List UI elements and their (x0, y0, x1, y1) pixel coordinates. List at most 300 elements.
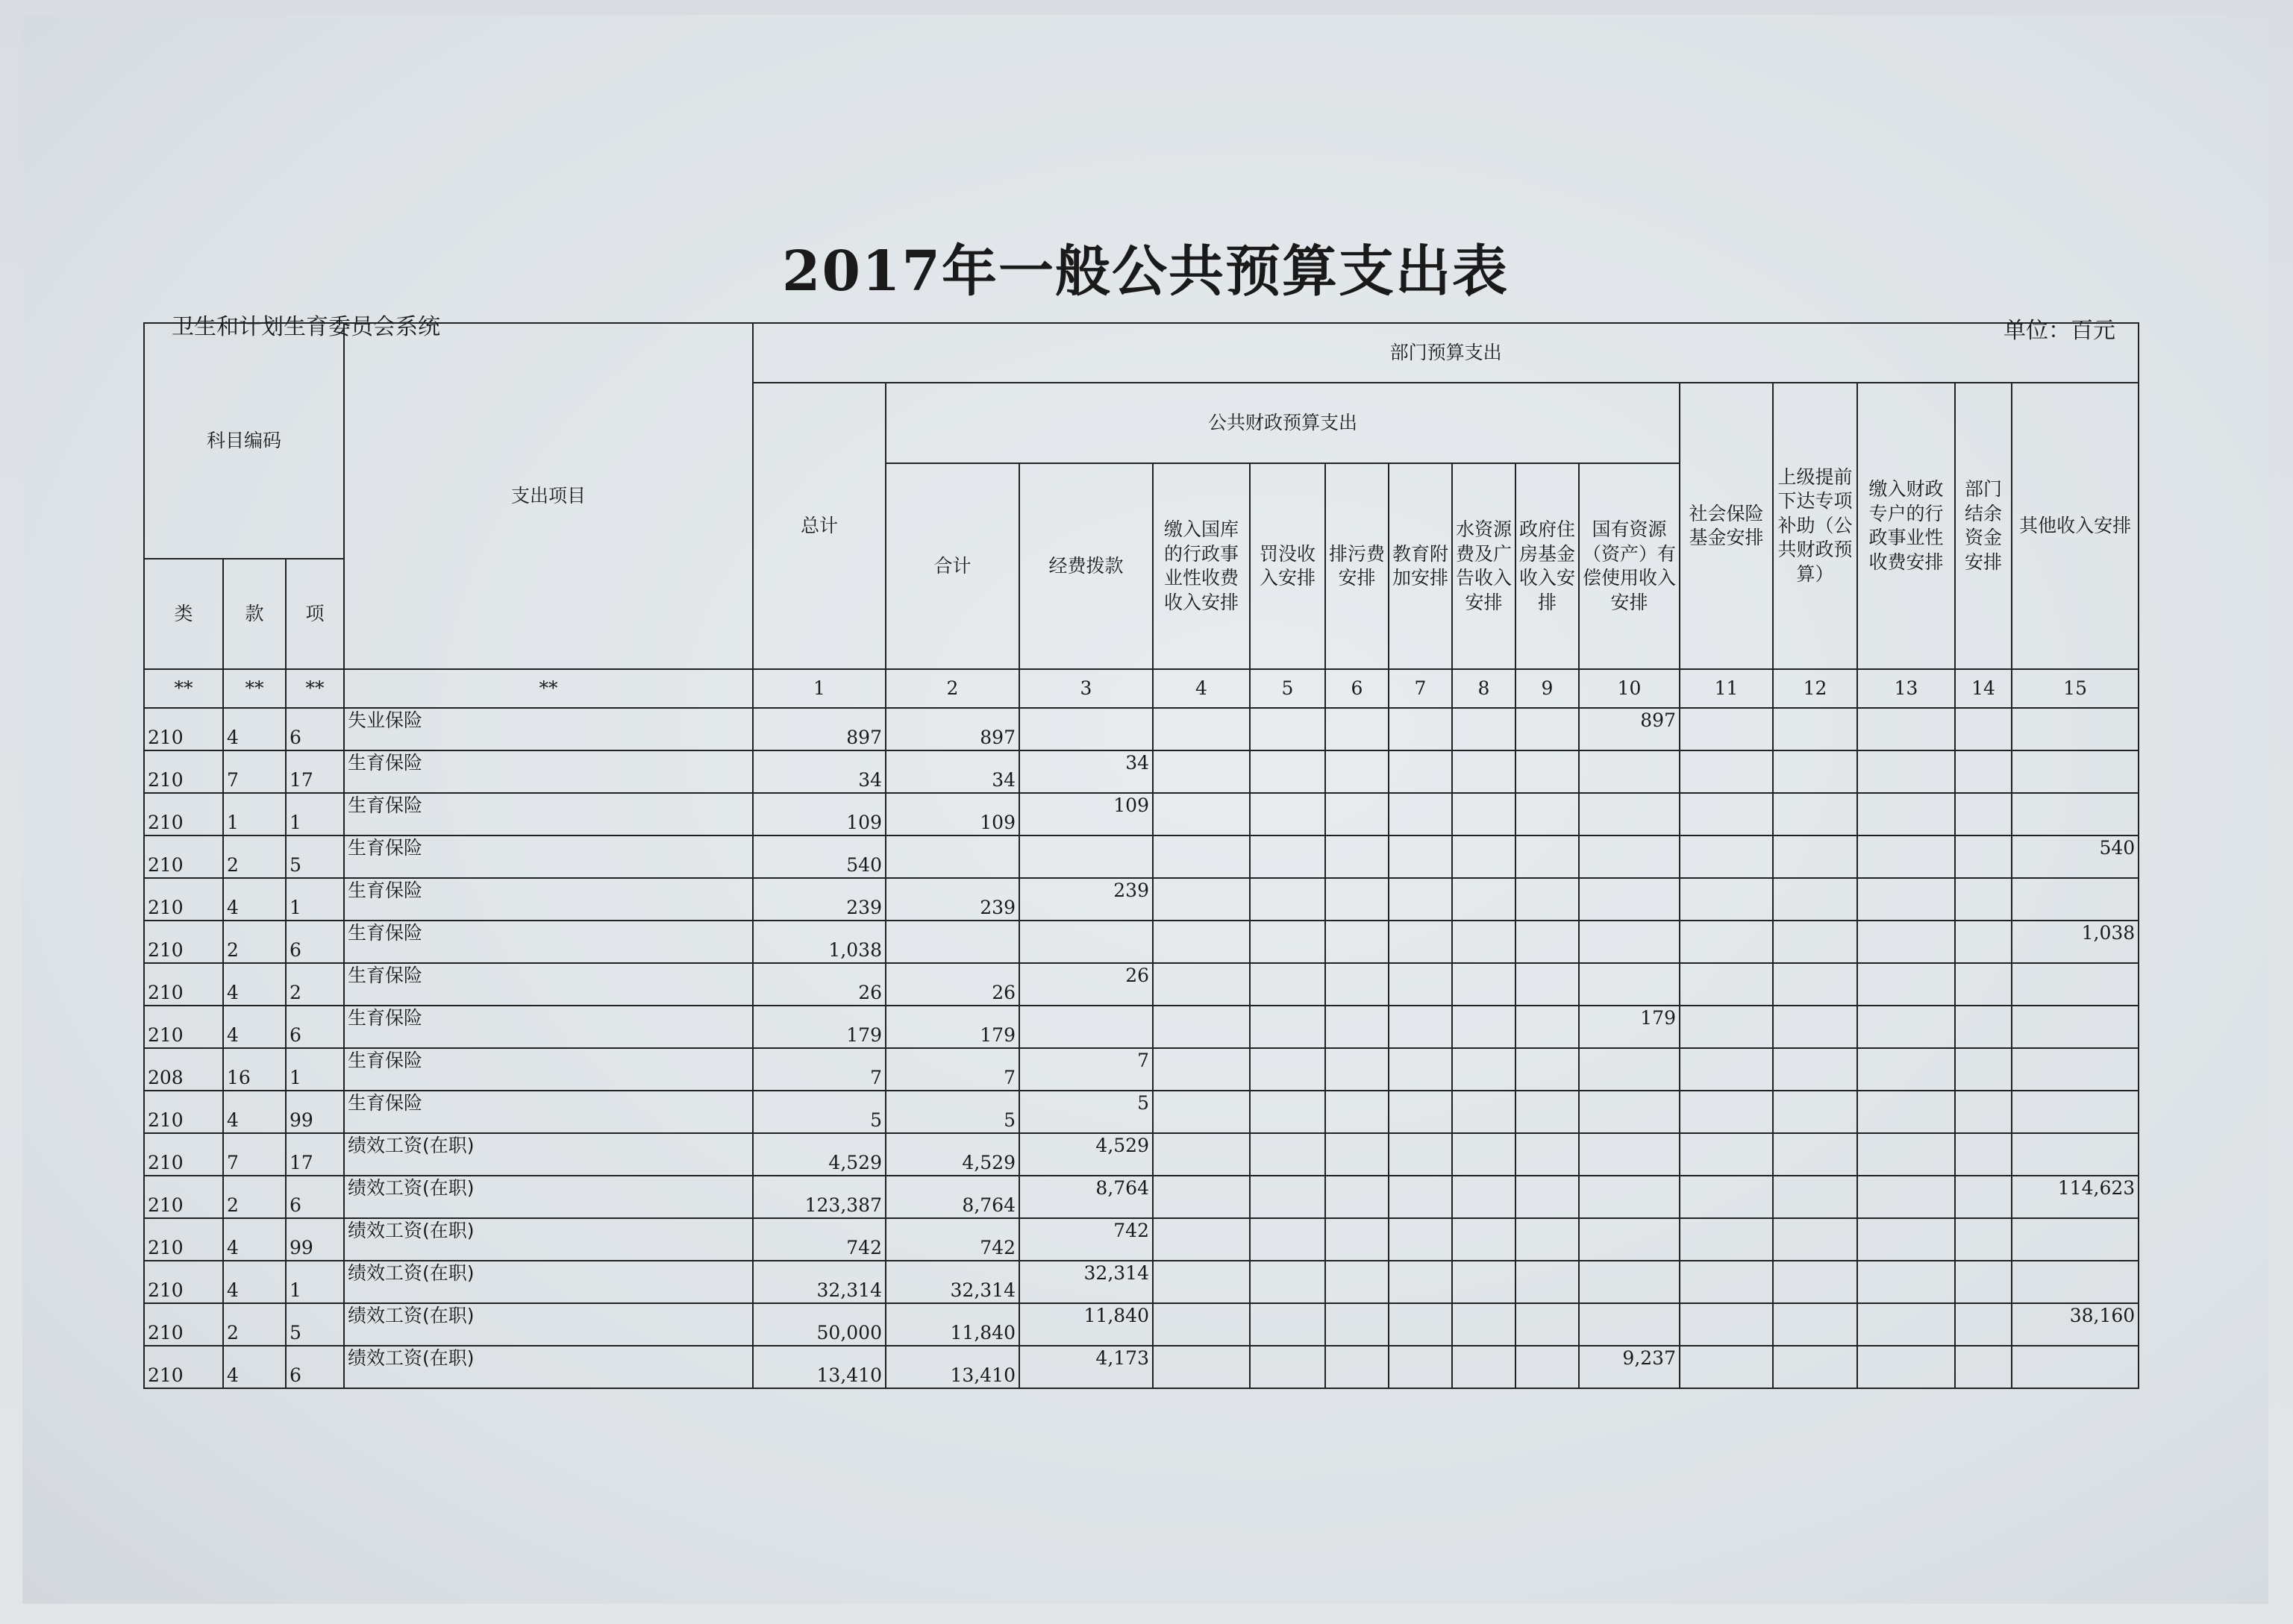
cell-c3: 26 (1019, 963, 1153, 1006)
cell-c14 (1955, 1048, 2012, 1091)
cell-c5 (1250, 1091, 1325, 1133)
cell-c2: 109 (886, 793, 1019, 835)
cell-c15 (2012, 1091, 2139, 1133)
cell-expense-item: 生育保险 (344, 793, 753, 835)
cell-c13 (1857, 793, 1955, 835)
cell-total: 32,314 (753, 1261, 886, 1303)
table-row (144, 963, 2139, 1006)
cell-c11 (1680, 1048, 1773, 1091)
cell-kuan: 4 (223, 1218, 286, 1261)
cell-c11 (1680, 1261, 1773, 1303)
cell-c10 (1579, 963, 1680, 1006)
cell-c2: 7 (886, 1048, 1019, 1091)
cell-c8 (1452, 1176, 1515, 1218)
cell-c7 (1389, 1346, 1452, 1388)
cell-c14 (1955, 793, 2012, 835)
cell-kuan: 4 (223, 708, 286, 750)
cell-c13 (1857, 1218, 1955, 1261)
cell-c10: 897 (1579, 708, 1680, 750)
cell-expense-item: 绩效工资(在职) (344, 1176, 753, 1218)
cell-c4 (1153, 878, 1250, 921)
cell-c3: 11,840 (1019, 1303, 1153, 1346)
cell-c7 (1389, 750, 1452, 793)
cell-c12 (1773, 1261, 1857, 1303)
cell-c14 (1955, 1006, 2012, 1048)
cell-total: 50,000 (753, 1303, 886, 1346)
cell-c5 (1250, 750, 1325, 793)
cell-c14 (1955, 1133, 2012, 1176)
header-total: 总计 (753, 383, 886, 669)
cell-lei: 210 (144, 1346, 223, 1388)
cell-expense-item: 生育保险 (344, 1006, 753, 1048)
table-row (144, 1176, 2139, 1218)
cell-c14 (1955, 1176, 2012, 1218)
cell-c9 (1515, 1346, 1579, 1388)
cell-c9 (1515, 1261, 1579, 1303)
page-title: 2017年一般公共预算支出表 (782, 239, 1509, 304)
cell-c4 (1153, 835, 1250, 878)
cell-kuan: 4 (223, 878, 286, 921)
header-c12: 上级提前下达专项补助（公共财政预算） (1773, 383, 1857, 669)
cell-c11 (1680, 750, 1773, 793)
cell-c7 (1389, 1048, 1452, 1091)
cell-c14 (1955, 708, 2012, 750)
column-index-cell: 15 (2012, 669, 2139, 708)
cell-expense-item: 生育保险 (344, 835, 753, 878)
cell-c13 (1857, 708, 1955, 750)
cell-kuan: 2 (223, 921, 286, 963)
header-c3: 经费拨款 (1019, 463, 1153, 669)
cell-c3: 8,764 (1019, 1176, 1153, 1218)
cell-c9 (1515, 708, 1579, 750)
cell-c4 (1153, 963, 1250, 1006)
column-index-cell: ** (223, 669, 286, 708)
cell-c10 (1579, 835, 1680, 878)
cell-lei: 210 (144, 750, 223, 793)
cell-total: 1,038 (753, 921, 886, 963)
cell-c2: 5 (886, 1091, 1019, 1133)
cell-c15: 38,160 (2012, 1303, 2139, 1346)
column-index-cell: ** (144, 669, 223, 708)
cell-c8 (1452, 963, 1515, 1006)
cell-c15: 1,038 (2012, 921, 2139, 963)
cell-xiang: 17 (286, 750, 344, 793)
cell-total: 13,410 (753, 1346, 886, 1388)
column-index-cell: 4 (1153, 669, 1250, 708)
column-index-row (144, 669, 2139, 708)
cell-c11 (1680, 1133, 1773, 1176)
cell-c14 (1955, 1091, 2012, 1133)
cell-c15 (2012, 708, 2139, 750)
cell-lei: 210 (144, 793, 223, 835)
table-body (144, 708, 2139, 1388)
cell-total: 897 (753, 708, 886, 750)
cell-c14 (1955, 878, 2012, 921)
cell-c10 (1579, 793, 1680, 835)
table-row (144, 708, 2139, 750)
cell-c2: 239 (886, 878, 1019, 921)
cell-c13 (1857, 1176, 1955, 1218)
cell-c3 (1019, 708, 1153, 750)
column-index-cell: ** (286, 669, 344, 708)
cell-lei: 210 (144, 1303, 223, 1346)
cell-c13 (1857, 1091, 1955, 1133)
header-dept-budget: 部门预算支出 (753, 323, 2139, 383)
cell-expense-item: 绩效工资(在职) (344, 1346, 753, 1388)
table-row (144, 835, 2139, 878)
cell-c11 (1680, 708, 1773, 750)
header-c7: 教育附加安排 (1389, 463, 1452, 669)
cell-total: 540 (753, 835, 886, 878)
cell-c13 (1857, 1303, 1955, 1346)
cell-c13 (1857, 750, 1955, 793)
cell-expense-item: 绩效工资(在职) (344, 1303, 753, 1346)
cell-c3: 7 (1019, 1048, 1153, 1091)
cell-c3: 109 (1019, 793, 1153, 835)
cell-c6 (1325, 1261, 1389, 1303)
cell-c15 (2012, 1133, 2139, 1176)
cell-c3 (1019, 921, 1153, 963)
cell-c7 (1389, 793, 1452, 835)
cell-xiang: 99 (286, 1091, 344, 1133)
table-row (144, 878, 2139, 921)
cell-lei: 210 (144, 921, 223, 963)
cell-c4 (1153, 921, 1250, 963)
cell-xiang: 17 (286, 1133, 344, 1176)
cell-c8 (1452, 750, 1515, 793)
cell-c10 (1579, 1303, 1680, 1346)
cell-c10 (1579, 1176, 1680, 1218)
cell-c8 (1452, 921, 1515, 963)
cell-c4 (1153, 1091, 1250, 1133)
cell-c7 (1389, 878, 1452, 921)
header-c11: 社会保险基金安排 (1680, 383, 1773, 669)
cell-c15 (2012, 1346, 2139, 1388)
column-index-cell: 3 (1019, 669, 1153, 708)
cell-c12 (1773, 1303, 1857, 1346)
cell-c14 (1955, 963, 2012, 1006)
cell-c6 (1325, 921, 1389, 963)
cell-c12 (1773, 963, 1857, 1006)
cell-kuan: 4 (223, 963, 286, 1006)
table-row (144, 1006, 2139, 1048)
column-index-cell: 2 (886, 669, 1019, 708)
cell-c4 (1153, 1218, 1250, 1261)
cell-c7 (1389, 1091, 1452, 1133)
cell-c14 (1955, 921, 2012, 963)
cell-c9 (1515, 921, 1579, 963)
cell-c7 (1389, 1261, 1452, 1303)
cell-c11 (1680, 1346, 1773, 1388)
cell-c4 (1153, 1048, 1250, 1091)
table-row (144, 750, 2139, 793)
cell-kuan: 2 (223, 1303, 286, 1346)
cell-c12 (1773, 1048, 1857, 1091)
table-row (144, 921, 2139, 963)
cell-total: 26 (753, 963, 886, 1006)
cell-xiang: 1 (286, 1048, 344, 1091)
column-index-cell: 6 (1325, 669, 1389, 708)
cell-c9 (1515, 1048, 1579, 1091)
cell-kuan: 4 (223, 1006, 286, 1048)
cell-c12 (1773, 708, 1857, 750)
cell-c3: 239 (1019, 878, 1153, 921)
cell-c4 (1153, 1346, 1250, 1388)
cell-xiang: 5 (286, 1303, 344, 1346)
cell-c10 (1579, 921, 1680, 963)
cell-c2 (886, 921, 1019, 963)
cell-c4 (1153, 1176, 1250, 1218)
cell-c12 (1773, 1218, 1857, 1261)
cell-c11 (1680, 1091, 1773, 1133)
cell-c13 (1857, 1006, 1955, 1048)
cell-c15: 114,623 (2012, 1176, 2139, 1218)
column-index-cell: ** (344, 669, 753, 708)
organization-label: 卫生和计划生育委员会系统 (172, 314, 440, 340)
cell-c5 (1250, 963, 1325, 1006)
cell-c13 (1857, 1261, 1955, 1303)
cell-c12 (1773, 793, 1857, 835)
cell-c13 (1857, 1133, 1955, 1176)
cell-xiang: 99 (286, 1218, 344, 1261)
header-c2: 合计 (886, 463, 1019, 669)
cell-xiang: 5 (286, 835, 344, 878)
cell-xiang: 6 (286, 1006, 344, 1048)
cell-total: 123,387 (753, 1176, 886, 1218)
cell-xiang: 1 (286, 878, 344, 921)
cell-c8 (1452, 1133, 1515, 1176)
header-c5: 罚没收入安排 (1250, 463, 1325, 669)
cell-total: 5 (753, 1091, 886, 1133)
cell-c15 (2012, 1048, 2139, 1091)
cell-c3: 742 (1019, 1218, 1153, 1261)
column-index-cell: 5 (1250, 669, 1325, 708)
column-index-cell: 11 (1680, 669, 1773, 708)
cell-c6 (1325, 1091, 1389, 1133)
cell-c15 (2012, 878, 2139, 921)
cell-expense-item: 生育保险 (344, 921, 753, 963)
cell-c5 (1250, 1176, 1325, 1218)
cell-c15 (2012, 963, 2139, 1006)
header-c6: 排污费安排 (1325, 463, 1389, 669)
cell-c3: 4,529 (1019, 1133, 1153, 1176)
cell-c12 (1773, 921, 1857, 963)
cell-c2: 179 (886, 1006, 1019, 1048)
cell-c3: 32,314 (1019, 1261, 1153, 1303)
cell-lei: 208 (144, 1048, 223, 1091)
cell-c11 (1680, 1218, 1773, 1261)
cell-c4 (1153, 1133, 1250, 1176)
cell-c7 (1389, 1133, 1452, 1176)
cell-c12 (1773, 1176, 1857, 1218)
cell-c11 (1680, 1303, 1773, 1346)
cell-xiang: 1 (286, 1261, 344, 1303)
cell-c3 (1019, 835, 1153, 878)
cell-c2: 11,840 (886, 1303, 1019, 1346)
header-c9: 政府住房基金收入安排 (1515, 463, 1579, 669)
cell-kuan: 4 (223, 1091, 286, 1133)
cell-expense-item: 生育保险 (344, 963, 753, 1006)
cell-c11 (1680, 921, 1773, 963)
cell-kuan: 4 (223, 1261, 286, 1303)
cell-c3: 4,173 (1019, 1346, 1153, 1388)
table-row (144, 1346, 2139, 1388)
header-c10: 国有资源（资产）有偿使用收入安排 (1579, 463, 1680, 669)
cell-c6 (1325, 1048, 1389, 1091)
cell-c9 (1515, 1006, 1579, 1048)
cell-c15 (2012, 1006, 2139, 1048)
cell-c2: 8,764 (886, 1176, 1019, 1218)
cell-kuan: 2 (223, 1176, 286, 1218)
cell-total: 179 (753, 1006, 886, 1048)
cell-lei: 210 (144, 1133, 223, 1176)
cell-c9 (1515, 750, 1579, 793)
table-row (144, 1133, 2139, 1176)
cell-c3 (1019, 1006, 1153, 1048)
cell-c14 (1955, 835, 2012, 878)
cell-c8 (1452, 1261, 1515, 1303)
cell-lei: 210 (144, 1006, 223, 1048)
cell-c14 (1955, 1346, 2012, 1388)
cell-lei: 210 (144, 1091, 223, 1133)
cell-c2: 897 (886, 708, 1019, 750)
header-c8: 水资源费及广告收入安排 (1452, 463, 1515, 669)
cell-kuan: 7 (223, 750, 286, 793)
cell-expense-item: 生育保险 (344, 750, 753, 793)
cell-c5 (1250, 1133, 1325, 1176)
header-public-finance: 公共财政预算支出 (886, 383, 1680, 463)
cell-c13 (1857, 1048, 1955, 1091)
cell-xiang: 6 (286, 1346, 344, 1388)
cell-xiang: 2 (286, 963, 344, 1006)
cell-c10 (1579, 878, 1680, 921)
cell-c6 (1325, 963, 1389, 1006)
cell-c15 (2012, 793, 2139, 835)
cell-c9 (1515, 1133, 1579, 1176)
cell-c12 (1773, 835, 1857, 878)
cell-c8 (1452, 1346, 1515, 1388)
cell-c5 (1250, 878, 1325, 921)
column-index-cell: 8 (1452, 669, 1515, 708)
cell-c4 (1153, 750, 1250, 793)
cell-c11 (1680, 878, 1773, 921)
cell-c8 (1452, 793, 1515, 835)
cell-c5 (1250, 793, 1325, 835)
cell-kuan: 2 (223, 835, 286, 878)
cell-kuan: 1 (223, 793, 286, 835)
cell-c6 (1325, 1133, 1389, 1176)
cell-c9 (1515, 1176, 1579, 1218)
table-row (144, 1048, 2139, 1091)
table-row (144, 793, 2139, 835)
cell-expense-item: 生育保险 (344, 1048, 753, 1091)
cell-c7 (1389, 1176, 1452, 1218)
cell-c13 (1857, 963, 1955, 1006)
cell-c10 (1579, 750, 1680, 793)
cell-c14 (1955, 750, 2012, 793)
cell-lei: 210 (144, 835, 223, 878)
cell-c9 (1515, 793, 1579, 835)
cell-lei: 210 (144, 708, 223, 750)
cell-c6 (1325, 1346, 1389, 1388)
cell-total: 239 (753, 878, 886, 921)
cell-kuan: 7 (223, 1133, 286, 1176)
cell-c4 (1153, 1006, 1250, 1048)
cell-c9 (1515, 963, 1579, 1006)
cell-c7 (1389, 963, 1452, 1006)
cell-total: 109 (753, 793, 886, 835)
cell-expense-item: 绩效工资(在职) (344, 1261, 753, 1303)
cell-c5 (1250, 921, 1325, 963)
cell-xiang: 6 (286, 708, 344, 750)
cell-c14 (1955, 1218, 2012, 1261)
cell-kuan: 16 (223, 1048, 286, 1091)
cell-c15: 540 (2012, 835, 2139, 878)
cell-c9 (1515, 1218, 1579, 1261)
header-c14: 部门结余资金安排 (1955, 383, 2012, 669)
cell-c11 (1680, 835, 1773, 878)
cell-c14 (1955, 1261, 2012, 1303)
cell-lei: 210 (144, 878, 223, 921)
cell-xiang: 6 (286, 921, 344, 963)
cell-c8 (1452, 1218, 1515, 1261)
cell-c7 (1389, 1303, 1452, 1346)
cell-c12 (1773, 878, 1857, 921)
cell-xiang: 1 (286, 793, 344, 835)
cell-c15 (2012, 1261, 2139, 1303)
cell-c5 (1250, 835, 1325, 878)
cell-c7 (1389, 1006, 1452, 1048)
column-index-cell: 9 (1515, 669, 1579, 708)
cell-c6 (1325, 878, 1389, 921)
cell-lei: 210 (144, 963, 223, 1006)
cell-c10 (1579, 1091, 1680, 1133)
cell-lei: 210 (144, 1176, 223, 1218)
cell-c4 (1153, 708, 1250, 750)
table-row (144, 1303, 2139, 1346)
column-index-cell: 7 (1389, 669, 1452, 708)
cell-c8 (1452, 878, 1515, 921)
unit-label: 单位：百元 (2003, 318, 2115, 344)
cell-expense-item: 生育保险 (344, 1091, 753, 1133)
cell-expense-item: 生育保险 (344, 878, 753, 921)
cell-c13 (1857, 835, 1955, 878)
cell-c6 (1325, 750, 1389, 793)
cell-c2: 34 (886, 750, 1019, 793)
cell-c3: 5 (1019, 1091, 1153, 1133)
cell-c6 (1325, 1303, 1389, 1346)
cell-c8 (1452, 1303, 1515, 1346)
budget-table (143, 322, 2139, 1389)
column-index-cell: 1 (753, 669, 886, 708)
cell-lei: 210 (144, 1261, 223, 1303)
cell-c4 (1153, 793, 1250, 835)
cell-c10 (1579, 1048, 1680, 1091)
cell-c11 (1680, 1006, 1773, 1048)
cell-c2: 4,529 (886, 1133, 1019, 1176)
table-row (144, 1218, 2139, 1261)
cell-c13 (1857, 1346, 1955, 1388)
cell-c6 (1325, 1176, 1389, 1218)
cell-c8 (1452, 1048, 1515, 1091)
cell-c11 (1680, 793, 1773, 835)
cell-c9 (1515, 835, 1579, 878)
cell-c6 (1325, 1006, 1389, 1048)
cell-c5 (1250, 1346, 1325, 1388)
cell-c5 (1250, 1006, 1325, 1048)
cell-c6 (1325, 793, 1389, 835)
column-index-cell: 12 (1773, 669, 1857, 708)
